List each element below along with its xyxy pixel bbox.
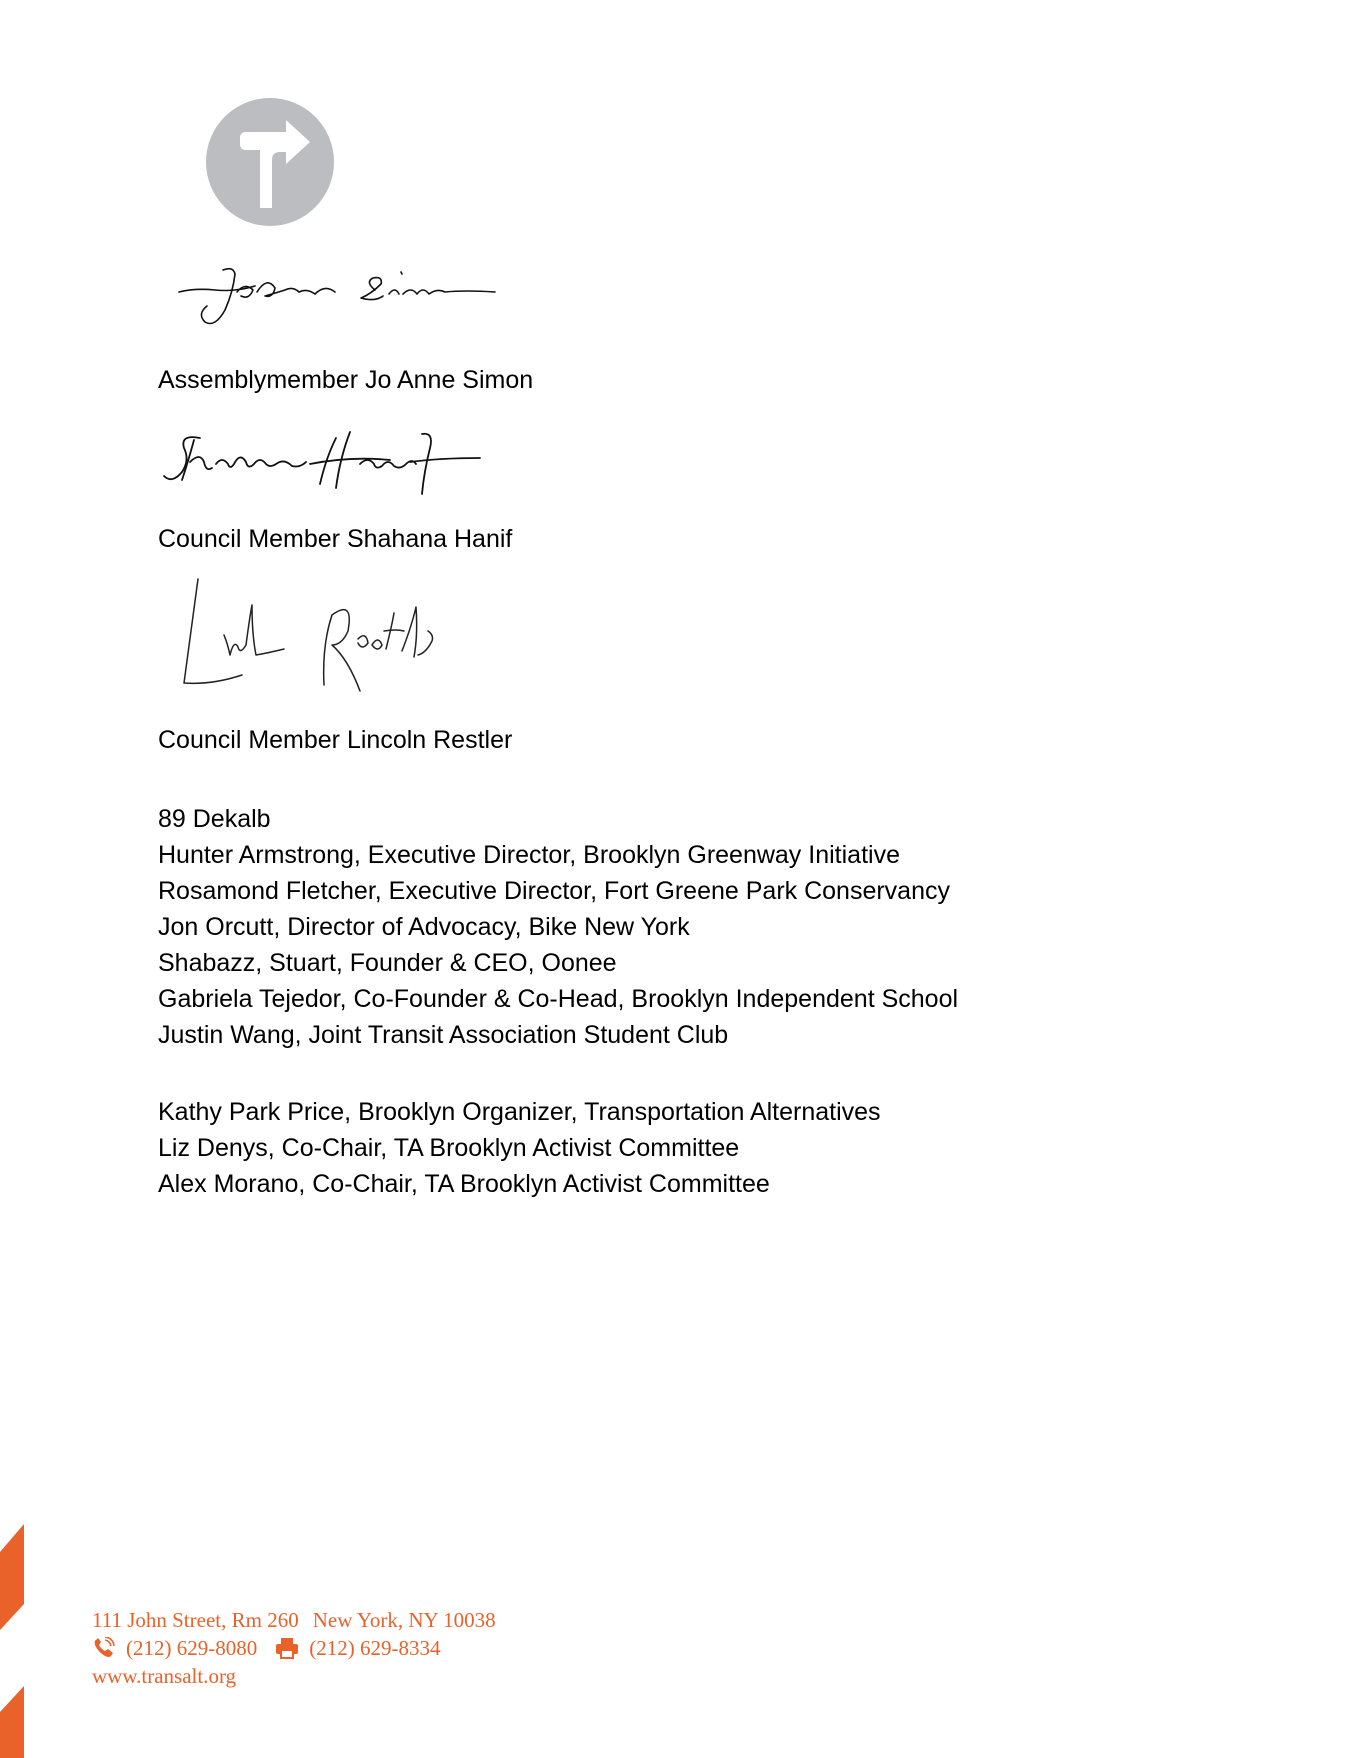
signatory-title: Council Member Lincoln Restler bbox=[158, 726, 513, 754]
list-item: Jon Orcutt, Director of Advocacy, Bike New York bbox=[158, 913, 690, 941]
footer-phone: (212) 629-8080 bbox=[126, 1636, 258, 1660]
list-item: Kathy Park Price, Brooklyn Organizer, Transportation Alternatives bbox=[158, 1098, 881, 1126]
list-item: Gabriela Tejedor, Co-Founder & Co-Head, Brooklyn Independent School bbox=[158, 985, 959, 1013]
phone-icon bbox=[92, 1637, 116, 1659]
list-item: Liz Denys, Co-Chair, TA Brooklyn Activist Committee bbox=[158, 1134, 740, 1162]
footer-street: 111 John Street, Rm 260 bbox=[92, 1608, 299, 1632]
signature-shahana-hanif bbox=[160, 428, 490, 500]
list-item: Justin Wang, Joint Transit Association Student Club bbox=[158, 1021, 729, 1049]
list-item: Alex Morano, Co-Chair, TA Brooklyn Activist Committee bbox=[158, 1170, 770, 1198]
list-item: Hunter Armstrong, Executive Director, Brooklyn Greenway Initiative bbox=[158, 841, 900, 869]
signature-jo-anne-simon bbox=[175, 262, 505, 334]
accent-bar bbox=[0, 1524, 24, 1630]
ta-staff-list bbox=[158, 1094, 881, 1202]
turn-arrow-logo-icon bbox=[206, 98, 334, 226]
footer-contact bbox=[92, 1606, 496, 1690]
list-item: 89 Dekalb bbox=[158, 805, 271, 833]
accent-bar bbox=[0, 1686, 24, 1758]
organization-list bbox=[158, 801, 958, 1053]
signature-lincoln-restler bbox=[172, 575, 442, 695]
list-item: Rosamond Fletcher, Executive Director, Fort Greene Park Conservancy bbox=[158, 877, 950, 905]
printer-icon bbox=[275, 1637, 299, 1659]
list-item: Shabazz, Stuart, Founder & CEO, Oonee bbox=[158, 949, 617, 977]
signatory-title: Assemblymember Jo Anne Simon bbox=[158, 366, 534, 394]
footer-website-link[interactable]: www.transalt.org bbox=[92, 1664, 237, 1688]
footer-fax: (212) 629-8334 bbox=[309, 1636, 441, 1660]
footer-city: New York, NY 10038 bbox=[312, 1608, 496, 1632]
signatory-title: Council Member Shahana Hanif bbox=[158, 525, 513, 553]
